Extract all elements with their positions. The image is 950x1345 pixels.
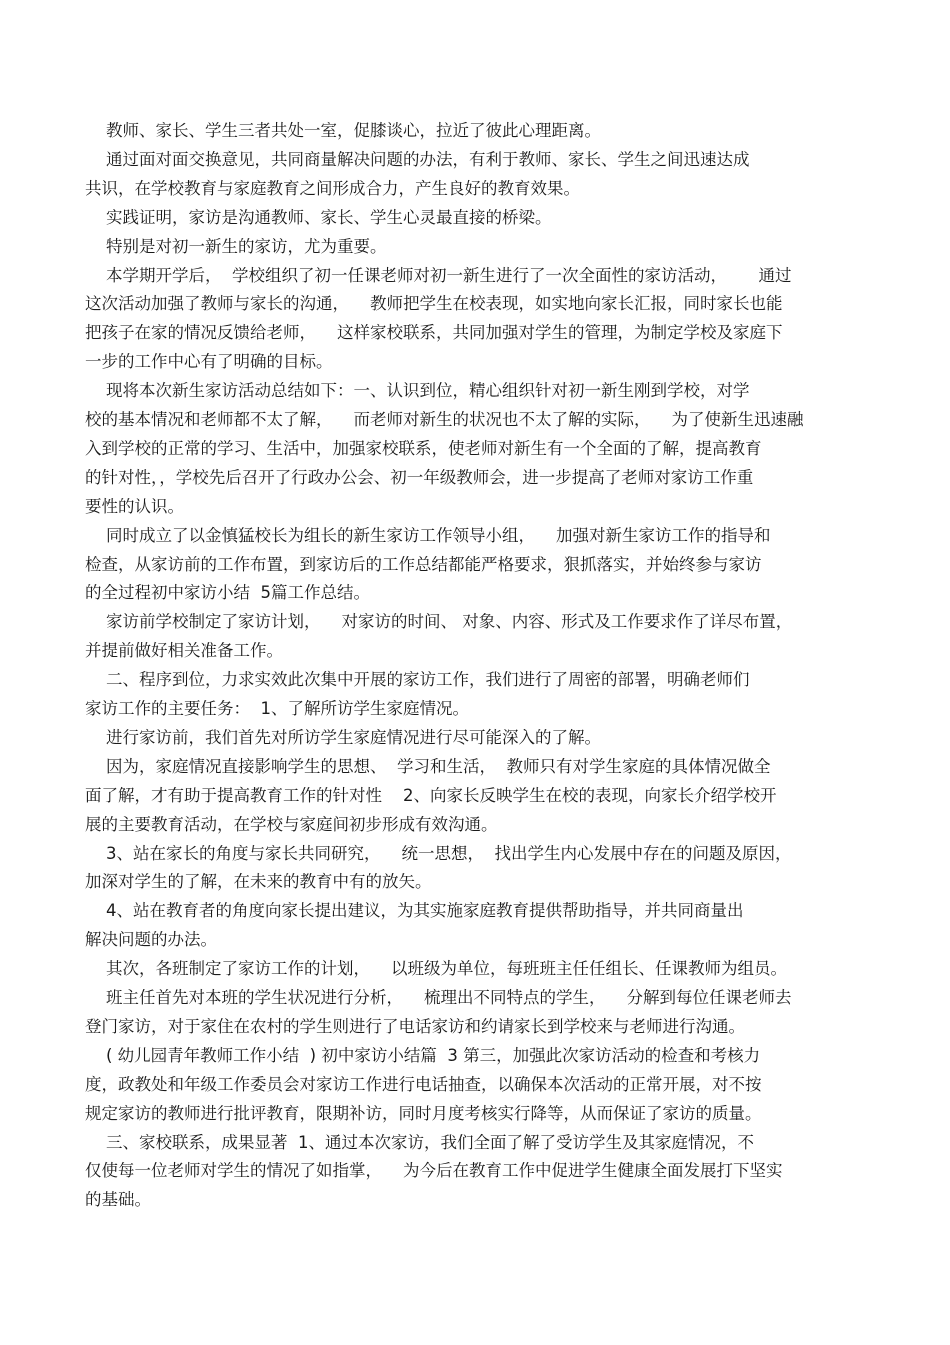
text-line: 解决问题的办法。: [85, 930, 217, 950]
text-line: 的针对性，，学校先后召开了行政办公会、初一年级教师会，进一步提高了老师对家访工作重: [85, 467, 754, 487]
text-line: 通过面对面交换意见，共同商量解决问题的办法，有利于教师、家长、学生之间迅速达成: [85, 149, 750, 169]
text-line: 实践证明，家访是沟通教师、家长、学生心灵最直接的桥梁。: [85, 207, 552, 227]
text-line: 同时成立了以金慎猛校长为组长的新生家访工作领导小组， 加强对新生家访工作的指导和: [85, 525, 771, 545]
text-line: 并提前做好相关准备工作。: [85, 641, 283, 661]
text-line: 3、站在家长的角度与家长共同研究， 统一思想， 找出学生内心发展中存在的问题及原因，: [85, 843, 792, 863]
text-line: 校的基本情况和老师都不太了解， 而老师对新生的状况也不太了解的实际， 为了使新生迅速融: [85, 410, 804, 429]
text-line: 教师、家长、学生三者共处一室，促膝谈心，拉近了彼此心理距离。: [85, 121, 601, 140]
text-line: 本学期开学后， 学校组织了初一任课老师对初一新生进行了一次全面性的家访活动， 通过: [85, 265, 792, 285]
text-line: 共识，在学校教育与家庭教育之间形成合力，产生良好的教育效果。: [85, 178, 580, 198]
text-line: 的基础。: [85, 1190, 151, 1210]
text-line: 规定家访的教师进行批评教育，限期补访，同时月度考核实行降等，从而保证了家访的质量。: [85, 1103, 762, 1123]
text-line: 现将本次新生家访活动总结如下：一、认识到位，精心组织针对初一新生刚到学校，对学: [85, 381, 750, 401]
text-line: 登门家访，对于家住在农村的学生则进行了电话家访和约请家长到学校来与老师进行沟通。: [85, 1016, 745, 1036]
text-line: 家访前学校制定了家访计划， 对家访的时间、 对象、内容、形式及工作要求作了详尽布置，: [85, 612, 793, 632]
text-line: 二、程序到位，力求实效此次集中开展的家访工作，我们进行了周密的部署，明确老师们: [85, 670, 750, 690]
text-line: 度，政教处和年级工作委员会对家访工作进行电话抽查，以确保本次活动的正常开展，对不按: [85, 1074, 762, 1094]
text-line: 4、站在教育者的角度向家长提出建议，为其实施家庭教育提供帮助指导，并共同商量出: [85, 901, 744, 921]
text-line: 的全过程初中家访小结 5篇工作总结。: [85, 583, 370, 603]
text-line: 这次活动加强了教师与家长的沟通， 教师把学生在校表现，如实地向家长汇报，同时家长也能: [85, 294, 783, 314]
text-line: 检查，从家访前的工作布置，到家访后的工作总结都能严格要求，狠抓落实，并始终参与家访: [85, 554, 762, 574]
text-line: 家访工作的主要任务： 1、了解所访学生家庭情况。: [85, 699, 469, 718]
text-line: 把孩子在家的情况反馈给老师， 这样家校联系，共同加强对学生的管理，为制定学校及家庭下: [85, 323, 783, 343]
text-line: 一步的工作中心有了明确的目标。: [85, 352, 333, 372]
text-line: 特别是对初一新生的家访，尤为重要。: [85, 236, 387, 256]
text-line: 仅使每一位老师对学生的情况了如指掌， 为今后在教育工作中促进学生健康全面发展打下坚实: [85, 1161, 783, 1181]
text-line: 入到学校的正常的学习、生活中，加强家校联系，使老师对新生有一个全面的了解，提高教育: [85, 438, 762, 458]
text-line: ( 幼儿园青年教师工作小结 ) 初中家访小结篇 3 第三，加强此次家访活动的检查和考核力: [85, 1045, 761, 1065]
text-line: 三、家校联系，成果显著 1、通过本次家访，我们全面了解了受访学生及其家庭情况，不: [85, 1132, 754, 1152]
text-line: 加深对学生的了解，在未来的教育中有的放矢。: [85, 872, 432, 892]
text-line: 其次，各班制定了家访工作的计划， 以班级为单位，每班班主任任组长、任课教师为组员。: [85, 959, 787, 979]
text-line: 因为，家庭情况直接影响学生的思想、 学习和生活， 教师只有对学生家庭的具体情况做全: [85, 756, 771, 776]
text-line: 要性的认识。: [85, 496, 184, 516]
text-line: 面了解，才有助于提高教育工作的针对性 2、向家长反映学生在校的表现，向家长介绍学校开: [85, 785, 777, 805]
text-line: 展的主要教育活动，在学校与家庭间初步形成有效沟通。: [85, 814, 498, 834]
text-line: 班主任首先对本班的学生状况进行分析， 梳理出不同特点的学生， 分解到每位任课老师去: [85, 988, 792, 1007]
text-line: 进行家访前，我们首先对所访学生家庭情况进行尽可能深入的了解。: [85, 727, 601, 747]
